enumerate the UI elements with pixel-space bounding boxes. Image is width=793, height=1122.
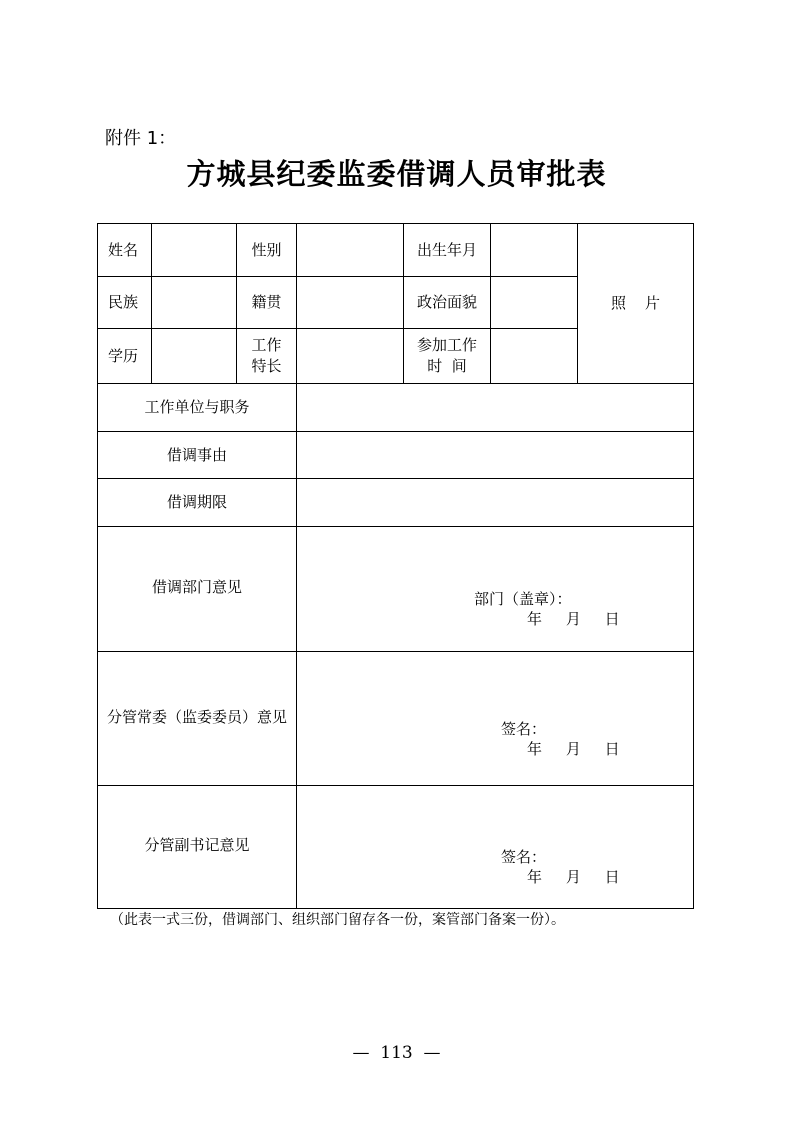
photo-box[interactable] [578,224,693,383]
committee-opinion-field[interactable] [297,652,693,785]
term-label: 借调期限 [166,493,227,511]
committee-signature-label: 签名： [501,720,547,738]
committee-date-label: 年 月 日 [527,740,620,758]
unit-position-label: 工作单位与职务 [144,398,250,416]
specialty-label-line2: 特长 [251,357,282,375]
work-start-label-line1: 参加工作 [416,336,477,354]
political-status-field[interactable] [491,277,577,328]
birth-date-label: 出生年月 [416,240,477,259]
term-field[interactable] [297,479,693,526]
dept-stamp-label: 部门（盖章）： [474,590,572,608]
deputy-signature-label: 签名： [501,848,547,866]
reason-field[interactable] [297,432,693,478]
photo-label: 照 片 [610,294,661,312]
education-label: 学历 [108,346,139,365]
name-field[interactable] [152,224,236,276]
birth-date-field[interactable] [491,224,577,276]
ethnicity-label: 民族 [108,293,139,311]
deputy-date-label: 年 月 日 [527,868,620,886]
ethnicity-field[interactable] [152,277,236,328]
native-place-label: 籍贯 [251,293,282,311]
page-number: — 113 — [352,1043,441,1063]
political-status-label: 政治面貌 [416,293,477,311]
name-label: 姓名 [108,240,139,259]
education-field[interactable] [152,329,236,383]
work-start-field[interactable] [491,329,577,383]
specialty-label-line1: 工作 [251,336,282,354]
dept-date-label: 年 月 日 [527,610,620,628]
gender-field[interactable] [297,224,403,276]
unit-position-field[interactable] [297,384,693,431]
dept-opinion-label: 借调部门意见 [151,577,242,596]
work-start-label-line2: 时 间 [427,357,467,375]
attachment-label: 附件 1： [105,128,177,149]
work-start-label [404,329,490,383]
table-border-right [693,223,694,909]
reason-label: 借调事由 [166,445,227,464]
specialty-label [237,329,296,383]
committee-opinion-label: 分管常委（监委委员）意见 [106,707,287,726]
deputy-secretary-opinion-label: 分管副书记意见 [144,835,250,854]
specialty-field[interactable] [297,329,403,383]
native-place-field[interactable] [297,277,403,328]
gender-label: 性别 [251,240,282,259]
footnote: （此表一式三份，借调部门、组织部门留存各一份，案管部门备案一份）。 [110,912,565,928]
form-title: 方城县纪委监委借调人员审批表 [186,157,607,191]
deputy-secretary-opinion-field[interactable] [297,786,693,908]
